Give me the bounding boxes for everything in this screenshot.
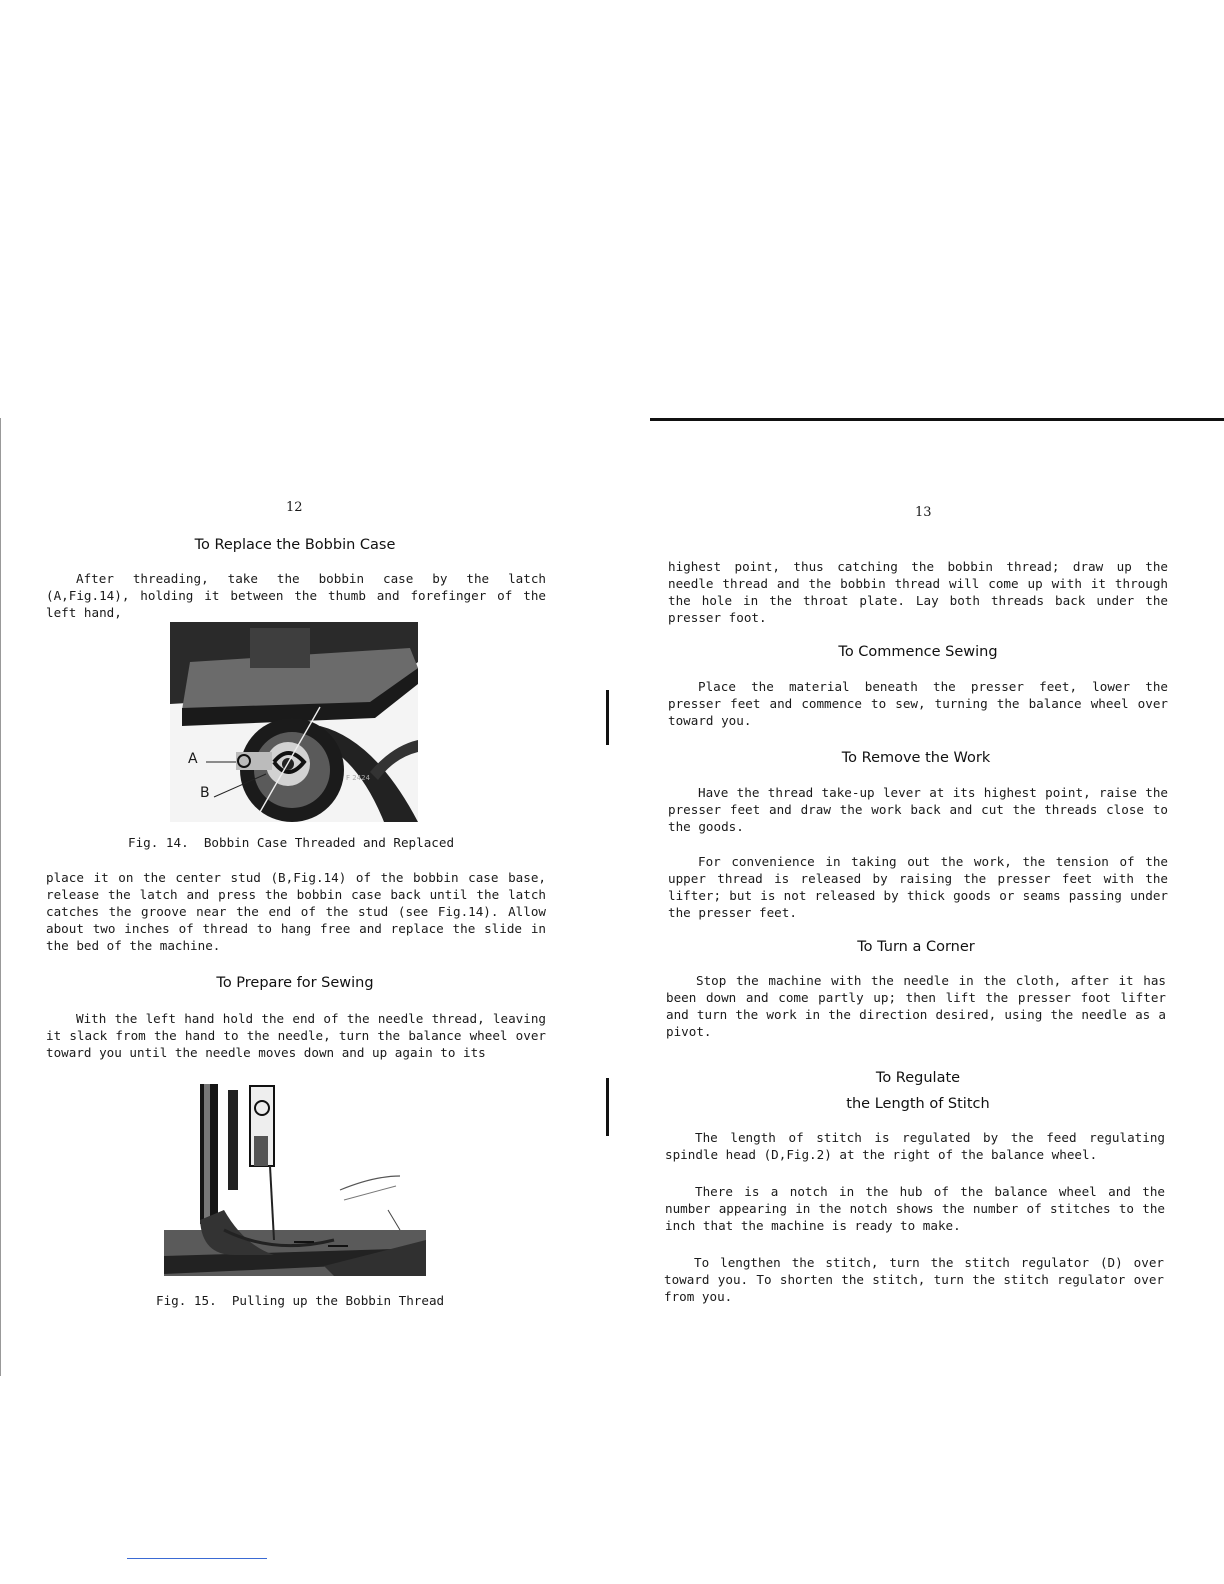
heading-turn-corner: To Turn a Corner xyxy=(857,939,975,955)
svg-text:F 2424: F 2424 xyxy=(346,774,371,782)
para-prepare-for-sewing: With the left hand hold the end of the needle thread, leaving it slack from the hand to the needle, turn the balance wheel over toward you until the needle moves down and up again to its xyxy=(46,1011,546,1060)
gutter-mark-2 xyxy=(606,1078,609,1136)
figure-14-caption: Fig. 14. Bobbin Case Threaded and Replaced xyxy=(128,835,455,850)
para-notch: There is a notch in the hub of the balance wheel and the number appearing in the notch shows the number of stitches to the inch that the machine is ready to make. xyxy=(665,1184,1165,1233)
para-highest-point: highest point, thus catching the bobbin thread; draw up the needle thread and the bobbin thread will come up with it through the hole in the throat plate. Lay both threads back under the presser foot. xyxy=(668,559,1168,625)
para-length-of-stitch: The length of stitch is regulated by the feed regulating spindle head (D,Fig.2) at the right of the balance wheel. xyxy=(665,1130,1165,1162)
para-commence-sewing: Place the material beneath the presser feet, lower the presser feet and commence to sew, turning the balance wheel over toward you. xyxy=(668,679,1168,728)
gutter-mark-1 xyxy=(606,690,609,745)
scan-top-rule xyxy=(650,418,1224,421)
figure-14-label-b: B xyxy=(200,785,210,801)
para-turn-corner: Stop the machine with the needle in the cloth, after it has been down and come partly up; then lift the presser foot lifter and turn the work in the direction desired, using the needle as a pivot. xyxy=(666,973,1166,1039)
para-remove-work: Have the thread take-up lever at its highest point, raise the presser feet and draw the work back and cut the threads close to the goods. xyxy=(668,785,1168,834)
para-lengthen-stitch: To lengthen the stitch, turn the stitch regulator (D) over toward you. To shorten the stitch, turn the stitch regulator over from you. xyxy=(664,1255,1164,1304)
figure-15-drawing xyxy=(164,1080,426,1280)
heading-commence-sewing: To Commence Sewing xyxy=(838,644,998,660)
heading-regulate: To Regulate xyxy=(875,1070,961,1086)
para-convenience: For convenience in taking out the work, the tension of the upper thread is released by raising the presser feet with the lifter; but is not released by thick goods or seams passing under the presser feet. xyxy=(668,854,1168,920)
figure-14-label-a: A xyxy=(188,751,198,767)
figure-15-pulling-thread xyxy=(164,1080,426,1280)
heading-remove-work: To Remove the Work xyxy=(841,750,991,766)
right-page-number: 13 xyxy=(915,505,932,520)
left-page-number: 12 xyxy=(286,500,303,515)
scan-left-edge xyxy=(0,418,1,1376)
heading-replace-bobbin-case: To Replace the Bobbin Case xyxy=(194,537,396,553)
heading-prepare-for-sewing: To Prepare for Sewing xyxy=(216,975,374,991)
para-place-it: place it on the center stud (B,Fig.14) of the bobbin case base, release the latch and press the bobbin case back until the latch catches the groove near the end of the stud (see Fig.14). Allow about two inches of thread to hang free and replace the slide in the bed of the machine. xyxy=(46,870,546,953)
figure-15-caption: Fig. 15. Pulling up the Bobbin Thread xyxy=(156,1293,445,1308)
footer-link-line xyxy=(127,1558,267,1559)
heading-length-of-stitch: the Length of Stitch xyxy=(846,1096,990,1112)
para-after-threading: After threading, take the bobbin case by the latch (A,Fig.14), holding it between the thumb and forefinger of the left hand, xyxy=(46,571,546,620)
